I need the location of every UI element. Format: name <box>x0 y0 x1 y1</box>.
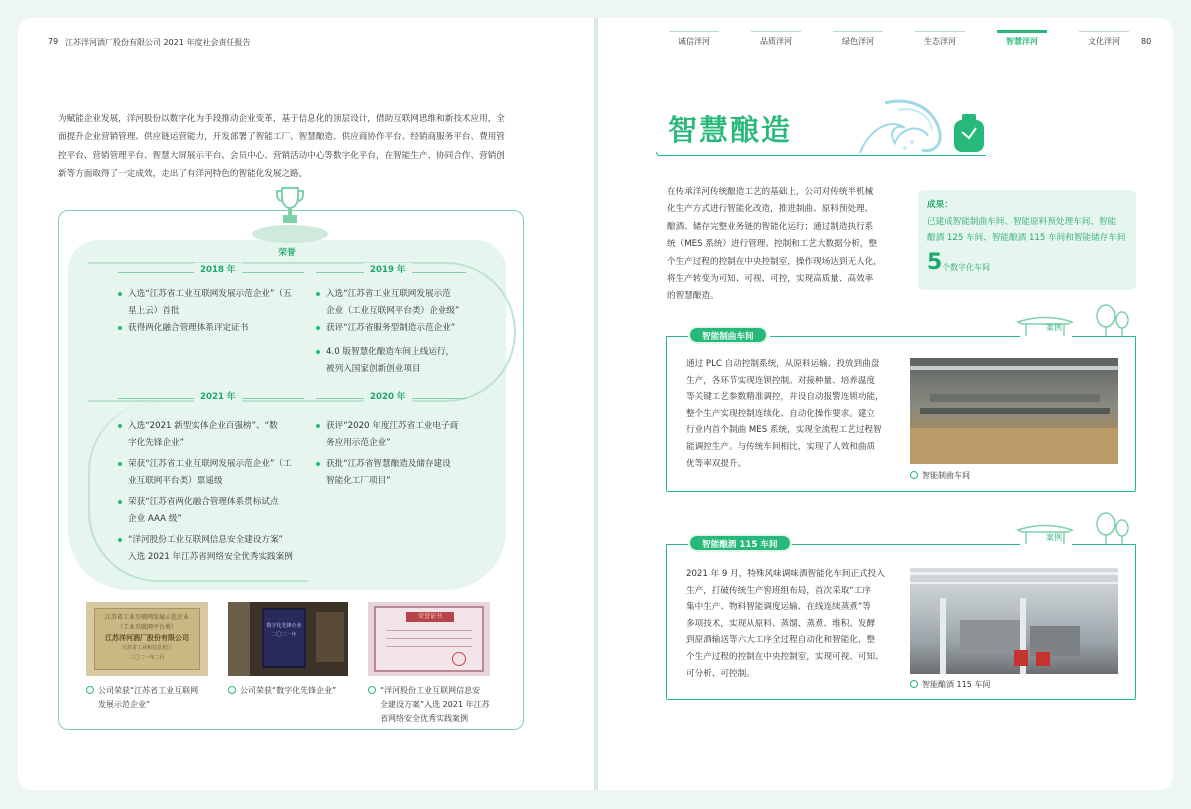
photo-caption-brewing: 智能酿酒 115 车间 <box>910 678 1030 692</box>
caption-arrow-icon <box>910 471 918 479</box>
caption-arrow-icon <box>910 680 918 688</box>
honor-item: “洋河股份工业互联网信息安全建设方案” 入选 2021 年江苏省网络安全优秀实践案例 <box>118 532 308 565</box>
koji-workshop-photo <box>910 358 1118 464</box>
left-page-number: 79 <box>48 37 59 46</box>
case-border <box>666 544 688 545</box>
tab-culture[interactable]: 文化洋河 <box>1074 36 1134 47</box>
photo-caption-koji: 智能制曲车间 <box>910 469 1030 483</box>
honor-item: 荣获“江苏省两化融合管理体系贯标试点 企业 AAA 级” <box>118 494 308 527</box>
photo-caption-3: “洋河股份工业互联网信息安 全建设方案”入选 2021 年江苏 省网络安全优秀实践案例 <box>368 684 504 726</box>
plaque-photo-3: 荣誉证书 <box>368 602 490 676</box>
case-border <box>1072 544 1136 545</box>
tab-quality[interactable]: 品质洋河 <box>746 36 806 47</box>
year-2019: 2019 年 <box>364 263 412 275</box>
case-label-1: 智能制曲车间 <box>688 326 768 344</box>
chapter-nav <box>664 30 1134 50</box>
trophy-pedestal <box>252 225 328 243</box>
intro-line: 新等方面取得了一定成效，走出了有洋河特色的智能化发展之路。 <box>58 169 308 180</box>
page-spine <box>594 18 598 790</box>
case-border <box>784 544 1020 545</box>
year-2021: 2021 年 <box>194 390 242 402</box>
year-2020: 2020 年 <box>364 390 412 402</box>
year-2018: 2018 年 <box>194 263 242 275</box>
trophy-icon <box>274 185 306 225</box>
honor-item: 入选“江苏省工业互联网发展示范 企业（工业互联网平台类）企业级” <box>316 286 491 319</box>
intro-line: 控平台、营销管理平台、智慧大屏展示平台、会员中心、营销活动中心等数字化平台，在智能生产、协同合作、营销创 <box>58 150 505 161</box>
tab-smart[interactable]: 智慧洋河 <box>992 36 1052 47</box>
result-unit: 个数字化车间 <box>942 263 990 272</box>
honor-item: 获得两化融合管理体系评定证书 <box>118 320 308 337</box>
case-tag-1: 案例 <box>1046 323 1062 332</box>
caption-arrow-icon <box>86 686 94 694</box>
section-title: 智慧酿造 <box>668 113 793 147</box>
photo-caption-2: 公司荣获“数字化先锋企业” <box>228 684 358 698</box>
case-border <box>666 336 688 337</box>
photo-caption-1: 公司荣获“江苏省工业互联网 发展示范企业” <box>86 684 216 712</box>
result-number: 5 <box>927 250 943 275</box>
caption-arrow-icon <box>228 686 236 694</box>
honor-item: 入选“江苏省工业互联网发展示范企业”（五 星上云）首批 <box>118 286 308 319</box>
case-tag-2: 案例 <box>1046 533 1062 542</box>
case-label-2: 智能酿酒 115 车间 <box>688 534 792 552</box>
caption-arrow-icon <box>368 686 376 694</box>
honor-item: 荣获“江苏省工业互联网发展示范企业”（工 业互联网平台类）票遥级 <box>118 456 308 489</box>
tab-ecology[interactable]: 生态洋河 <box>910 36 970 47</box>
case-border <box>1072 336 1136 337</box>
honor-item: 入选“2021 新型实体企业百强榜”、“数 字化先锋企业” <box>118 418 308 451</box>
tab-integrity[interactable]: 诚信洋河 <box>664 36 724 47</box>
brewing-workshop-photo <box>910 568 1118 674</box>
case-text-2: 2021 年 9 月，特殊风味调味酒智能化车间正式投入 生产，打破传统生产窖班组布局，首次采取“工序 集中生产、物料智能调度运输、在线连续蒸煮”等 多项技术，实现从原料、蒸馏、蒸煮、堆积、发酵 到原酒输送等六大工序全过程自动化和智能化，整 个生产过程的控制在中央控制室，实现可视、可知、 可分析、可控制。 <box>686 569 885 679</box>
result-text: 已建成智能制曲车间、智能原料预处理车间、智能 酿酒 125 车间、智能酿酒 115 车间和智能储存车间 <box>927 217 1126 243</box>
intro-paragraph <box>58 110 528 184</box>
honor-item: 4.0 版智慧化酿造车间上线运行， 被列入国家创新创业项目 <box>316 344 491 377</box>
honor-heading: 荣誉 <box>278 248 296 258</box>
lead-paragraph: 在传承洋河传统酿造工艺的基础上，公司对传统半机械 化生产方式进行智能化改造，推进制曲、原料预处理、 酿酒、储存完整业务链的智能化运行；通过制造执行系 统（MES 系统）进行管理、控制和工艺大数据分析，整 个生产过程的控制在中央控制室，操作现场达到无人化， 将生产转变为可知、可视、可控，实现高质量、高效率 的智慧酿造。 <box>667 187 882 302</box>
intro-line: 面提升企业营销管理、供应链运营能力，开发部署了智能工厂、智慧酿造、供应商协作平台、经销商服务平台、费用管 <box>58 132 505 143</box>
honor-item: 获评“2020 年度江苏省工业电子商 务应用示范企业” <box>316 418 491 451</box>
intro-line: 为赋能企业发展，洋河股份以数字化为手段推动企业变革，基于信息化的顶层设计，借助互联网思维和新技术应用，全 <box>58 114 505 124</box>
honor-item: 获评“江苏省服务型制造示范企业” <box>316 320 491 337</box>
tab-green[interactable]: 绿色洋河 <box>828 36 888 47</box>
plaque-photo-2: 数字化先锋企业 二〇二一年 <box>228 602 348 676</box>
case-border <box>770 336 1020 337</box>
wave-decoration-icon <box>850 98 1000 158</box>
tree-icon <box>1094 512 1130 544</box>
tree-icon <box>1094 304 1130 336</box>
case-text-1: 通过 PLC 自动控制系统，从原料运输、投放到曲盘 生产，各环节实现连锁控制。对接种量、培养温度 等关键工艺参数精准调控，并设自动报警连锁功能， 整个生产实现控制连续化、自动化操作要求。建立 行业内首个制曲 MES 系统，实现全流程工艺过程智 能调控生产。与传统车间相比，实现了人效和曲质 优等率双提升。 <box>686 359 884 469</box>
right-page-number: 80 <box>1141 37 1152 46</box>
document-title: 江苏洋河酒厂股份有限公司 2021 年度社会责任报告 <box>65 38 251 47</box>
result-title: 成果： <box>927 200 953 210</box>
honor-item: 获批“江苏省智慧酿造及储存建设 智能化工厂项目” <box>316 456 491 489</box>
plaque-photo-1: 江苏省工业互联网发展示范企业 （工业互联网平台类） 江苏洋河酒厂股份有限公司 江苏省工业和信息化厅 二〇二一年二月 <box>86 602 208 676</box>
